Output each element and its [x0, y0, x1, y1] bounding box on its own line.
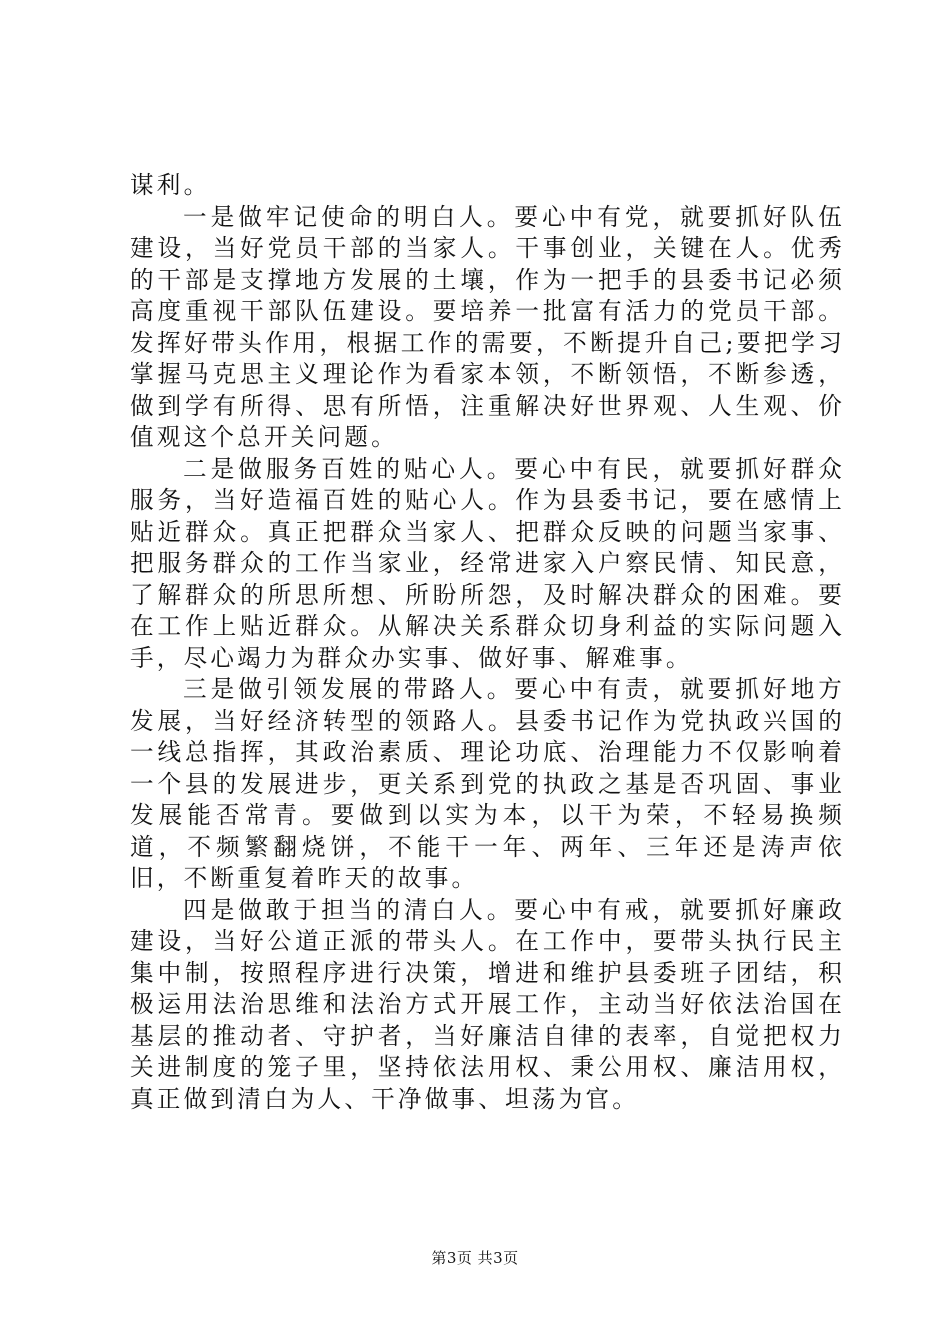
paragraph-3: 三是做引领发展的带路人。要心中有责，就要抓好地方发展，当好经济转型的领路人。县委书记作为党执政兴国的一线总指挥，其政治素质、理论功底、治理能力不仅影响着一个县的发展进步，更关系到党的执政之基是否巩固、事业发展能否常青。要做到以实为本，以干为荣，不轻易换频道，不频繁翻烧饼，不能干一年、两年、三年还是涛声依旧，不断重复着昨天的故事。: [130, 675, 845, 892]
paragraph-continuation: 谋利。: [130, 171, 211, 199]
document-body: [130, 170, 845, 1115]
page-number-footer: 第3页 共3页: [431, 1249, 519, 1267]
paragraph-2: 二是做服务百姓的贴心人。要心中有民，就要抓好群众服务，当好造福百姓的贴心人。作为县委书记，要在感情上贴近群众。真正把群众当家人、把群众反映的问题当家事、把服务群众的工作当家业，经常进家入户察民情、知民意，了解群众的所思所想、所盼所怨，及时解决群众的困难。要在工作上贴近群众。从解决关系群众切身利益的实际问题入手，尽心竭力为群众办实事、做好事、解难事。: [130, 454, 845, 672]
paragraph-4: 四是做敢于担当的清白人。要心中有戒，就要抓好廉政建设，当好公道正派的带头人。在工作中，要带头执行民主集中制，按照程序进行决策，增进和维护县委班子团结，积极运用法治思维和法治方式开展工作，主动当好依法治国在基层的推动者、守护者，当好廉洁自律的表率，自觉把权力关进制度的笼子里，坚持依法用权、秉公用权、廉洁用权，真正做到清白为人、干净做事、坦荡为官。: [130, 895, 845, 1113]
paragraph-1: 一是做牢记使命的明白人。要心中有党，就要抓好队伍建设，当好党员干部的当家人。干事创业，关键在人。优秀的干部是支撑地方发展的土壤，作为一把手的县委书记必须高度重视干部队伍建设。要培养一批富有活力的党员干部。发挥好带头作用，根据工作的需要，不断提升自己;要把学习掌握马克思主义理论作为看家本领，不断领悟，不断参透，做到学有所得、思有所悟，注重解决好世界观、人生观、价值观这个总开关问题。: [130, 202, 845, 451]
